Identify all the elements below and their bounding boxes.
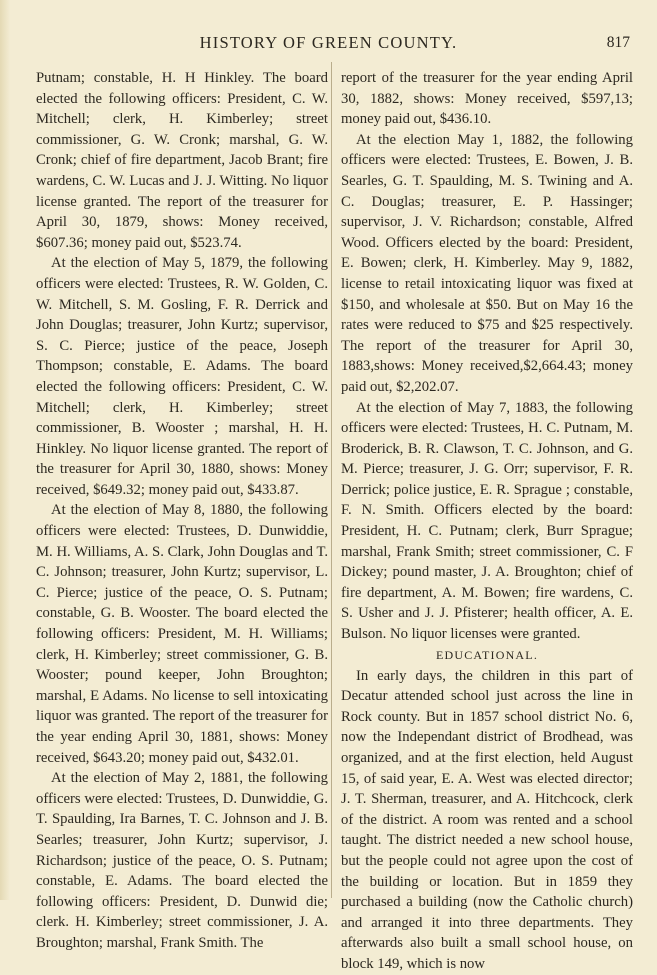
section-heading: EDUCATIONAL.: [435, 647, 539, 662]
paragraph: At the election May 1, 1882, the following officers were elected: Trustees, E. Bowen, J. B. Searles, G. T. Spaulding, M. S. Twining and A. C. Douglas; treasurer, E. P. Hassinger; supervisor, J. V. Richardson; constable, Alfred Wood. Officers elected by the board: President, E. Bowen; clerk, H. Kimberley. May 9, 1882, license to retail intoxicating liquor was fixed at $150, and wholesale at $50. But on May 16 the rates were reduced to $75 and $25 respectively. The report of the treasurer for April 30, 1883,shows: Money received,$2,664.43; money paid out, $2,202.07.: [341, 131, 633, 395]
left-column: [36, 68, 328, 954]
column-divider: [331, 62, 332, 898]
page-edge-shadow: [0, 0, 10, 900]
right-column: [341, 68, 633, 975]
page-number: 817: [606, 34, 630, 51]
paragraph: In early days, the children in this part of Decatur attended school just across the line in Rock county. But in 1857 school district No. 6, now the Independant district of Brodhead, was organized, and at the first election, held August 15, of said year, E. A. West was elected director; J. T. Sherman, treasurer, and A. Hitchcock, clerk of the district. A room was rented and a school taught. The district needed a new school house, but the people could not agree upon the cost of the building or location. But in 1859 they purchased a building (now the Catholic church) and arranged it into three departments. They afterwards also built a small school house, on block 149, which is now: [341, 667, 633, 972]
paragraph: At the election of May 5, 1879, the following officers were elected: Trustees, R. W. Golden, C. W. Mitchell, S. M. Gosling, F. R. Derrick and John Douglas; treasurer, John Kurtz; supervisor, S. C. Pierce; justice of the peace, Joseph Thompson; constable, E. Adams. The board elected the following officers: President, C. W. Mitchell; clerk, H. Kimberley; street commissioner, B. Wooster ; marshal, H. H. Hinkley. No liquor license granted. The report of the treasurer for April 30, 1880, shows: Money received, $649.32; money paid out, $433.87.: [36, 255, 328, 498]
running-title: HISTORY OF GREEN COUNTY.: [199, 33, 458, 52]
paragraph: At the election of May 8, 1880, the following officers were elected: Trustees, D. Dunwiddie, M. H. Williams, A. S. Clark, John Douglas and T. C. Johnson; treasurer, John Kurtz; supervisor, L. C. Pierce; justice of the peace, O. S. Putnam; constable, G. B. Wooster. The board elected the following officers: President, M. H. Williams; clerk, H. Kimberley; street commissioner, G. B. Wooster; pound keeper, John Broughton; marshal, E Adams. No license to sell intoxicating liquor was granted. The report of the treasurer for the year ending April 30, 1881, shows: Money received, $643.20; money paid out, $432.01.: [36, 502, 328, 766]
paragraph: report of the treasurer for the year ending April 30, 1882, shows: Money received, $597,13; money paid out, $436.10.: [341, 70, 633, 128]
paragraph: Putnam; constable, H. H Hinkley. The board elected the following officers: President, C. W. Mitchell; clerk, H. Kimberley; street commissioner, G. W. Cronk; marshal, G. W. Cronk; chief of fire department, Jacob Brant; fire wardens, C. W. Lucas and J. J. Witting. No liquor license granted. The report of the treasurer for April 30, 1879, shows: Money received, $607.36; money paid out, $523.74.: [36, 70, 328, 251]
page-header: [0, 33, 657, 57]
paragraph: At the election of May 2, 1881, the following officers were elected: Trustees, D. Dunwiddie, G. T. Spaulding, Ira Barnes, T. C. Johnson and J. B. Searles; treasurer, John Kurtz; supervisor, J. Richardson; justice of the peace, O. S. Putnam; constable, E. Adams. The board elected the following officers: President, D. Dunwid die; clerk. H. Kimberley; street commissioner, J. A. Broughton; marshal, Frank Smith. The: [36, 770, 328, 951]
paragraph: At the election of May 7, 1883, the following officers were elected: Trustees, H. C. Putnam, M. Broderick, B. R. Clawson, T. C. Johnson, and G. M. Pierce; treasurer, J. G. Orr; supervisor, F. R. Derrick; police justice, E. R. Sprague ; constable, F. N. Smith. Officers elected by the board: President, H. C. Putnam; clerk, Burr Sprague; marshal, Frank Smith; street commissioner, C. F Dickey; pound master, J. A. Broughton; chief of fire department, A. M. Bowen; fire wardens, C. S. Usher and J. J. Pfisterer; health officer, A. E. Bulson. No liquor licenses were granted.: [341, 399, 633, 643]
